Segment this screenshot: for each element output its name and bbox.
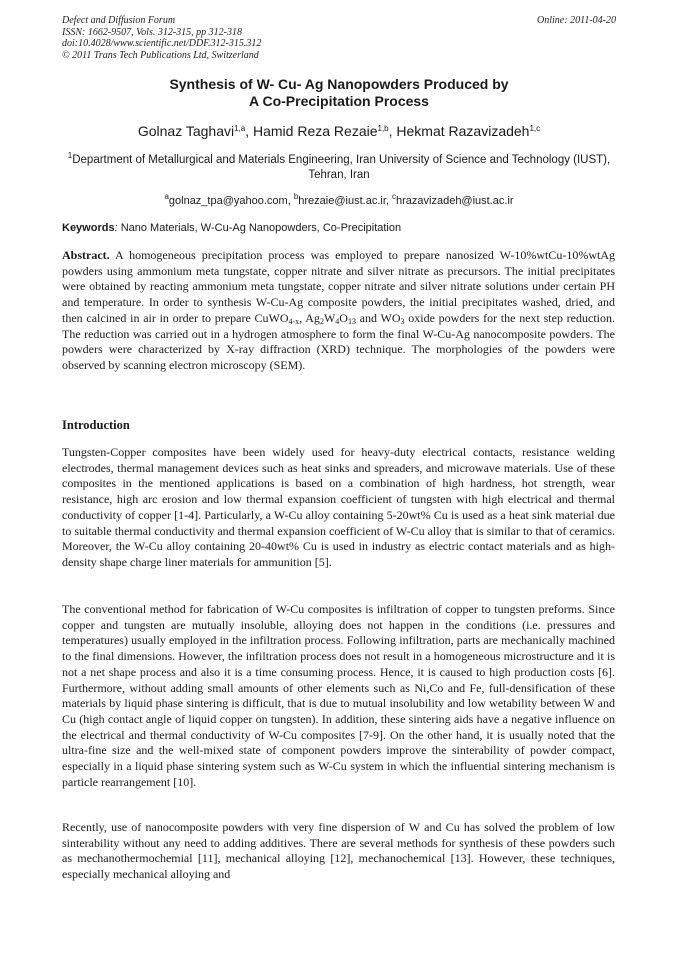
author-name: Hamid Reza Rezaie	[253, 123, 378, 139]
paper-title	[62, 76, 616, 110]
author-name: Golnaz Taghavi	[137, 123, 235, 139]
author-affil-mark: 1,c	[529, 124, 541, 133]
abstract-text: A homogeneous precipitation process was employed to prepare nanosized W-10%wtCu-10%wtAg powders using ammonium meta tungstate, copper nitrate and silver nitrate as precursors. The initial precipitates were obtained by reacting ammonium meta tungstate, copper nitrate and silver nitrate solutions under certain PH and temperature. In order to synthesis W-Cu-Ag composite powders, the initial precipitates washed, dried, and then calcined in air in order to prepare CuWO	[62, 248, 615, 325]
paragraph-text: Recently, use of nanocomposite powders with very fine dispersion of W and Cu has solved the problem of low sinterability without any need to adding additives. There are several methods for synthesis of these powders such as mechanothermochemial [11], mechanical alloying [12], mechanochemical [13]. However, these techniques, especially mechanical alloying and	[62, 820, 615, 882]
author-list: Golnaz Taghavi$^{1,a}$, Hamid Reza Rezaie$^{1,b}$, Hekmat Razavizadeh$^{1,c}$	[137, 123, 541, 139]
affiliation-mark: 1	[67, 151, 73, 160]
issn-line: ISSN: 1662-9507, Vols. 312-315, pp 312-318	[62, 26, 242, 38]
subscript: 2	[319, 316, 324, 326]
paragraph-text: The conventional method for fabrication of W-Cu composites is infiltration of copper to tungsten preforms. Since copper and tungsten are mutually insoluble, alloying does not happen in the conditions (i.e. pressures and temperatures) usually employed in the infiltration process. Following infiltration, parts are mechanically machined to the final dimensions. However, the infiltration process does not result in a homogeneous microstructure and it is not a net shape process and also it is a time consuming process. Hence, it is caused to high production costs [6]. Furthermore, without adding small amounts of other elements such as Ni,Co and Fe, full-densification of these materials by liquid phase sintering is difficult, that is due to mutual insolubility and low wetability between W and Cu (high contact angle of liquid copper on tungsten). In addition, these sintering aids have a negative influence on the electrical and thermal conductivity of W-Cu composites [7-9]. On the other hand, it is usually noted that the ultra-fine size and the well-mixed state of component powders improve the sinterability of powder compact, especially in a liquid phase sintering system such as W-Cu system in which the influential sintering mechanism is particle rearrangement [10].	[62, 602, 615, 789]
abstract-label: Abstract.	[62, 248, 110, 262]
email-address[interactable]: golnaz_tpa@yahoo.com	[168, 195, 288, 207]
abstract	[62, 248, 615, 374]
affiliation-text: Department of Metallurgical and Materials Engineering, Iran University of Science and Technology (IUST), Tehran, Iran	[72, 154, 611, 181]
intro-paragraph-1	[62, 445, 615, 571]
online-date: Online: 2011-04-20	[537, 15, 616, 26]
intro-paragraph-3	[62, 820, 615, 883]
abstract-text: , Ag	[299, 310, 320, 325]
email-mark: a	[164, 192, 169, 201]
subscript: 13	[347, 316, 356, 326]
affiliation	[64, 153, 614, 183]
introduction-heading: Introduction	[62, 418, 130, 432]
title-line-2: A Co-Precipitation Process	[249, 93, 429, 109]
subscript: 4-x	[288, 316, 300, 326]
email-mark: b	[293, 192, 299, 201]
intro-paragraph-2	[62, 602, 615, 790]
paragraph-text: Tungsten-Copper composites have been widely used for heavy-duty electrical contacts, resistance welding electrodes, thermal management devices such as heat sinks and spreaders, and microwave materials. Use of these composites in the mentioned applications is based on a combination of high hardness, hot strength, wear resistance, high arc erosion and low thermal expansion coefficient of tungsten with high electrical and thermal conductivity of copper [1-4]. Particularly, a W-Cu alloy containing 5-20wt% Cu is used as a heat sink material due to suitable thermal conductivity and thermal expansion coefficient of W-Cu alloy that is similar to that of ceramics. Moreover, the W-Cu alloy containing 20-40wt% Cu is used in industry as electric contact materials and as high-density shape charge liner materials for ammunition [5].	[62, 445, 615, 569]
email-address[interactable]: hrezaie@iust.ac.ir	[298, 195, 386, 207]
doi-line: doi:10.4028/www.scientific.net/DDF.312-315.312	[62, 38, 262, 49]
email-address[interactable]: hrazavizadeh@iust.ac.ir	[396, 195, 514, 207]
abstract-text: and WO	[355, 310, 401, 325]
author-affil-mark: 1,a	[234, 124, 246, 133]
copyright-line: © 2011 Trans Tech Publications Ltd, Switzerland	[62, 49, 259, 61]
author-affil-mark: 1,b	[377, 124, 389, 133]
keywords-label: Keywords	[62, 222, 115, 234]
abstract-text: oxide powders for the next step reduction. The reduction was carried out in a hydrogen atmosphere to form the final W-Cu-Ag nanocomposite powders. The powders were characterized by X-ray diffraction (XRD) technique. The morphologies of the powders were observed by scanning electron microscopy (SEM).	[62, 310, 615, 372]
abstract-text: W	[323, 310, 336, 325]
subscript: 4	[335, 316, 340, 326]
keywords-text: Nano Materials, W-Cu-Ag Nanopowders, Co-Precipitation	[117, 222, 402, 234]
author-name: Hekmat Razavizadeh	[396, 123, 530, 139]
email-mark: c	[392, 192, 396, 201]
keywords-line: Keywords: Nano Materials, W-Cu-Ag Nanopowders, Co-Precipitation	[62, 222, 402, 234]
title-line-1: Synthesis of W- Cu- Ag Nanopowders Produced by	[169, 76, 509, 92]
author-emails: $^a$golnaz_tpa@yahoo.com, $^b$hrezaie@iust.ac.ir, $^c$hrazavizadeh@iust.ac.ir	[164, 192, 514, 207]
abstract-text: O	[339, 310, 348, 325]
subscript: 3	[400, 316, 405, 326]
journal-name: Defect and Diffusion Forum	[62, 15, 176, 26]
journal-header	[62, 15, 616, 61]
